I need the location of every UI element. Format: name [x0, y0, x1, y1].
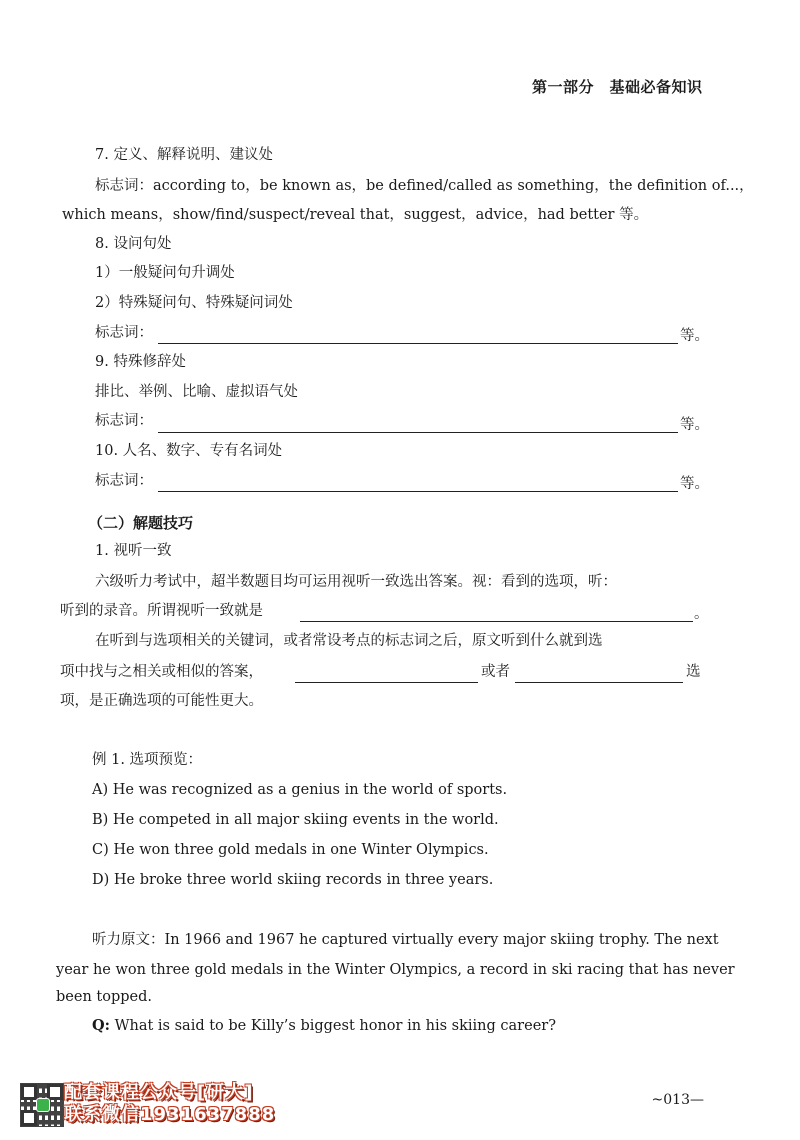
section-10-fill-blank [158, 491, 678, 492]
example-question [92, 1016, 556, 1036]
section-8-title: 8. 设问句处 [95, 236, 172, 252]
promo-banner [64, 1082, 275, 1126]
tips-para2-line2-start: 项中找与之相关或相似的答案， [60, 664, 263, 680]
tips-para1-line1: 六级听力考试中，超半数题目均可运用视听一致选出答案。视：看到的选项，听： [95, 574, 617, 590]
section-10-title: 10. 人名、数字、专有名词处 [95, 443, 283, 459]
example-option-d: D) He broke three world skiing records in three years. [92, 872, 494, 888]
section-7-markers-line2: which means，show/find/suspect/reveal that，suggest，advice，had better 等。 [62, 207, 649, 223]
section-10-suffix: 等。 [680, 476, 709, 492]
tips-para1-line2: 听到的录音。所谓视听一致就是 [60, 603, 263, 619]
tips-para2-fill-blank-1 [295, 682, 478, 683]
question-label: Q: [92, 1017, 110, 1034]
section-8-suffix: 等。 [680, 328, 709, 344]
question-text: What is said to be Killy’s biggest honor in his skiing career? [109, 1018, 556, 1034]
wechat-logo-icon [36, 1098, 50, 1112]
section-8-marker-label: 标志词： [95, 325, 153, 341]
example-script-line1: 听力原文：In 1966 and 1967 he captured virtually every major skiing trophy. The next [92, 932, 719, 948]
section-9-fill-blank [158, 432, 678, 433]
example-script-line3: been topped. [56, 989, 152, 1005]
tips-para2-line3: 项，是正确选项的可能性更大。 [60, 693, 263, 709]
example-option-c: C) He won three gold medals in one Winter Olympics. [92, 842, 489, 858]
page-header: 第一部分 基础必备知识 [532, 78, 703, 96]
section-9-desc: 排比、举例、比喻、虚拟语气处 [95, 384, 298, 400]
tips-para1-fill-blank [300, 621, 693, 622]
section-9-suffix: 等。 [680, 417, 709, 433]
section-7-markers-line1: 标志词：according to，be known as，be defined/called as something，the definition of...， [95, 178, 754, 194]
section-8-item-2: 2）特殊疑问句、特殊疑问词处 [95, 295, 293, 311]
tips-subheading-1: 1. 视听一致 [95, 543, 172, 559]
tips-para1-end: 。 [694, 606, 709, 622]
section-10-marker-label: 标志词： [95, 473, 153, 489]
tips-para2-fill-blank-2 [515, 682, 683, 683]
example-script-line2: year he won three gold medals in the Winter Olympics, a record in ski racing that has never [56, 962, 735, 978]
section-8-fill-blank [158, 343, 678, 344]
example-title: 例 1. 选项预览： [92, 752, 203, 768]
tips-heading: （二）解题技巧 [88, 514, 194, 532]
example-option-b: B) He competed in all major skiing events in the world. [92, 812, 499, 828]
section-7-title: 7. 定义、解释说明、建议处 [95, 147, 273, 163]
promo-banner-line1: 配套课程公众号[研大] [64, 1082, 254, 1103]
tips-para2-line1: 在听到与选项相关的关键词，或者常设考点的标志词之后，原文听到什么就到选 [95, 633, 603, 649]
section-9-title: 9. 特殊修辞处 [95, 354, 186, 370]
page-number: ~013— [651, 1092, 704, 1108]
section-9-marker-label: 标志词： [95, 413, 153, 429]
tips-para2-line2-end: 选 [686, 664, 701, 680]
section-8-item-1: 1）一般疑问句升调处 [95, 265, 235, 281]
promo-banner-line2: 联系微信1931637888 [64, 1104, 276, 1125]
example-option-a: A) He was recognized as a genius in the world of sports. [92, 782, 508, 798]
tips-para2-line2-mid: 或者 [481, 664, 510, 680]
